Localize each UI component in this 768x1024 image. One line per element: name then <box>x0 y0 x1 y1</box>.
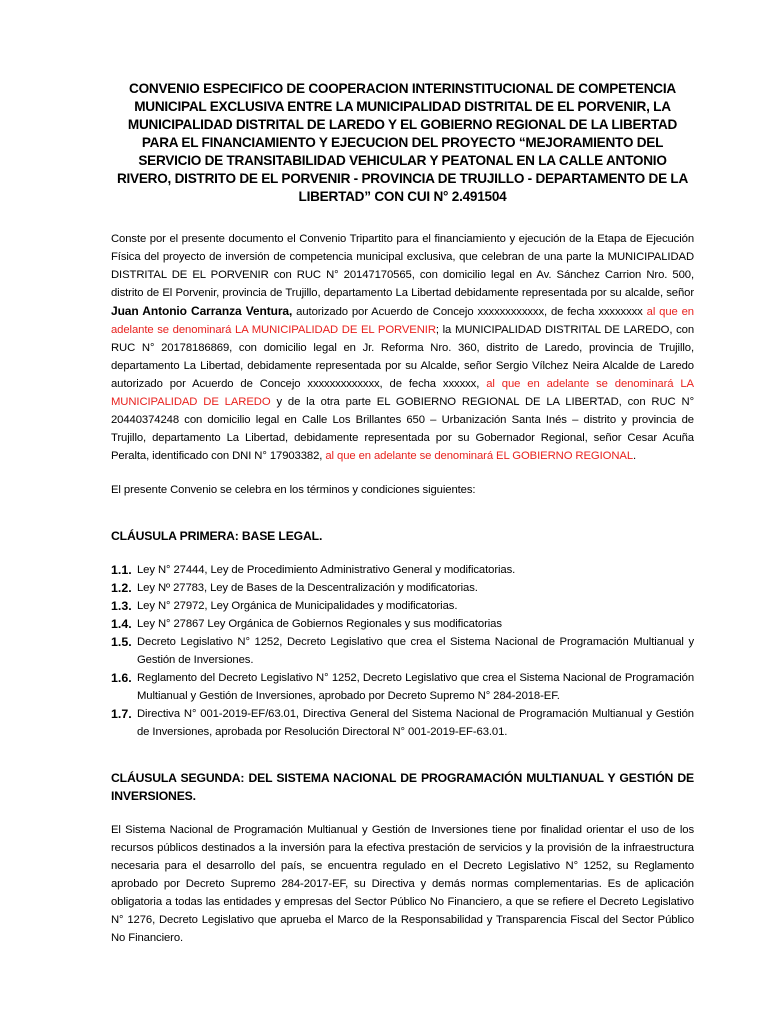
intro-text-4: y de la otra parte EL GOBIERNO REGIONAL DE LA LIBERTAD, con RUC N° 20440374248 con domicilio legal en Calle Los Brillantes 650 – Urbanización Santa Inés – distrito y provincia de Trujillo, departamento La Libertad, debidamente representada por su Gobernador Regional, señor Cesar Acuña Peralta, identificado con DNI N° 17903382, <box>111 396 694 462</box>
list-item-text: Ley N° 27867 Ley Orgánica de Gobiernos Regionales y sus modificatorias <box>137 618 502 630</box>
legal-base-list <box>111 561 694 741</box>
intro-paragraph <box>111 230 694 465</box>
list-item-number: 1.3. <box>111 599 132 613</box>
list-item <box>111 597 694 615</box>
spacer <box>111 465 694 481</box>
list-item-text: Ley N° 27444, Ley de Procedimiento Administrativo General y modificatorias. <box>137 564 516 576</box>
list-item <box>111 579 694 597</box>
list-item-number: 1.1. <box>111 563 132 577</box>
terms-sentence: El presente Convenio se celebra en los términos y condiciones siguientes: <box>111 484 476 496</box>
spacer <box>111 545 694 561</box>
intro-text-3: ; la MUNICIPALIDAD DISTRITAL DE LAREDO, con RUC N° 20178186869, con domicilio legal en Jr. Reforma Nro. 360, distrito de Laredo, provincia de Trujillo, departamento La Libertad, debidamente representada por su Alcalde, señor Sergio Vílchez Neira Alcalde de Laredo autorizado por Acuerdo de Concejo xxxxxxxxxxxxx, de fecha xxxxxx, <box>111 324 695 390</box>
intro-text-5: . <box>633 450 637 462</box>
list-item <box>111 669 694 705</box>
spacer <box>111 499 694 527</box>
list-item-number: 1.7. <box>111 707 132 721</box>
document-title: CONVENIO ESPECIFICO DE COOPERACION INTERINSTITUCIONAL DE COMPETENCIA MUNICIPAL EXCLUSIVA ENTRE LA MUNICIPALIDAD DISTRITAL DE EL PORVENIR, LA MUNICIPALIDAD DISTRITAL DE LAREDO Y EL GOBIERNO REGIONAL DE LA LIBERTAD PARA EL FINANCIAMIENTO Y EJECUCION DEL PROYECTO “MEJORAMIENTO DEL SERVICIO DE TRANSITABILIDAD VEHICULAR Y PEATONAL EN LA CALLE ANTONIO RIVERO, DISTRITO DE EL PORVENIR - PROVINCIA DE TRUJILLO - DEPARTAMENTO DE LA LIBERTAD” CON CUI N° 2.491504 <box>116 81 689 204</box>
list-item <box>111 705 694 741</box>
list-item-number: 1.4. <box>111 617 132 631</box>
intro-text-1: Conste por el presente documento el Convenio Tripartito para el financiamiento y ejecución de la Etapa de Ejecución Física del proyecto de inversión de competencia municipal exclusiva, que celebran de una parte la MUNICIPALIDAD DISTRITAL DE EL PORVENIR con RUC N° 20147170565, con domicilio legal en Av. Sánchez Carrion Nro. 500, distrito de El Porvenir, provincia de Trujillo, departamento La Libertad debidamente representada por su alcalde, señor <box>111 233 694 299</box>
list-item-text: Decreto Legislativo N° 1252, Decreto Legislativo que crea el Sistema Nacional de Programación Multianual y Gestión de Inversiones. <box>137 636 694 666</box>
list-item-text: Ley Nº 27783, Ley de Bases de la Descentralización y modificatorias. <box>137 582 478 594</box>
list-item <box>111 615 694 633</box>
list-item-text: Directiva N° 001-2019-EF/63.01, Directiva General del Sistema Nacional de Programación Multianual y Gestión de Inversiones, aprobada por Resolución Directoral N° 001-2019-EF-63.01. <box>137 708 694 738</box>
spacer <box>111 741 694 769</box>
denomination-porvenir: al que en adelante se denominará LA MUNICIPALIDAD DE EL PORVENIR <box>111 306 694 336</box>
list-item-number: 1.2. <box>111 581 132 595</box>
spacer <box>111 805 694 821</box>
denomination-gobierno-regional: al que en adelante se denominará EL GOBIERNO REGIONAL <box>325 450 633 462</box>
alcalde-name: Juan Antonio Carranza Ventura, <box>111 304 293 318</box>
denomination-laredo: al que en adelante se denominará LA MUNICIPALIDAD DE LAREDO <box>111 378 694 408</box>
intro-text-2: autorizado por Acuerdo de Concejo xxxxxxxxxxxx, de fecha xxxxxxxx <box>292 306 647 318</box>
list-item-number: 1.6. <box>111 671 132 685</box>
clause-2-heading: CLÁUSULA SEGUNDA: DEL SISTEMA NACIONAL DE PROGRAMACIÓN MULTIANUAL Y GESTIÓN DE INVERSIONES. <box>111 771 694 803</box>
clause-2-body: El Sistema Nacional de Programación Multianual y Gestión de Inversiones tiene por finalidad orientar el uso de los recursos públicos destinados a la inversión para la efectiva prestación de servicios y la provisión de la infraestructura necesaria para el desarrollo del país, se encuentra regulado en el Decreto Legislativo N° 1252, su Reglamento aprobado por Decreto Supremo 284-2017-EF, su Directiva y demás normas complementarias. Es de aplicación obligatoria a todas las entidades y empresas del Sector Público No Financiero, a que se refiere el Decreto Legislativo N° 1276, Decreto Legislativo que aprueba el Marco de la Responsabilidad y Transparencia Fiscal del Sector Público No Financiero. <box>111 824 694 944</box>
list-item-text: Ley N° 27972, Ley Orgánica de Municipalidades y modificatorias. <box>137 600 458 612</box>
list-item-number: 1.5. <box>111 635 132 649</box>
list-item <box>111 633 694 669</box>
list-item-text: Reglamento del Decreto Legislativo N° 1252, Decreto Legislativo que crea el Sistema Nacional de Programación Multianual y Gestión de Inversiones, aprobado por Decreto Supremo N° 284-2018-EF. <box>137 672 694 702</box>
clause-1-heading: CLÁUSULA PRIMERA: BASE LEGAL. <box>111 529 323 543</box>
list-item <box>111 561 694 579</box>
